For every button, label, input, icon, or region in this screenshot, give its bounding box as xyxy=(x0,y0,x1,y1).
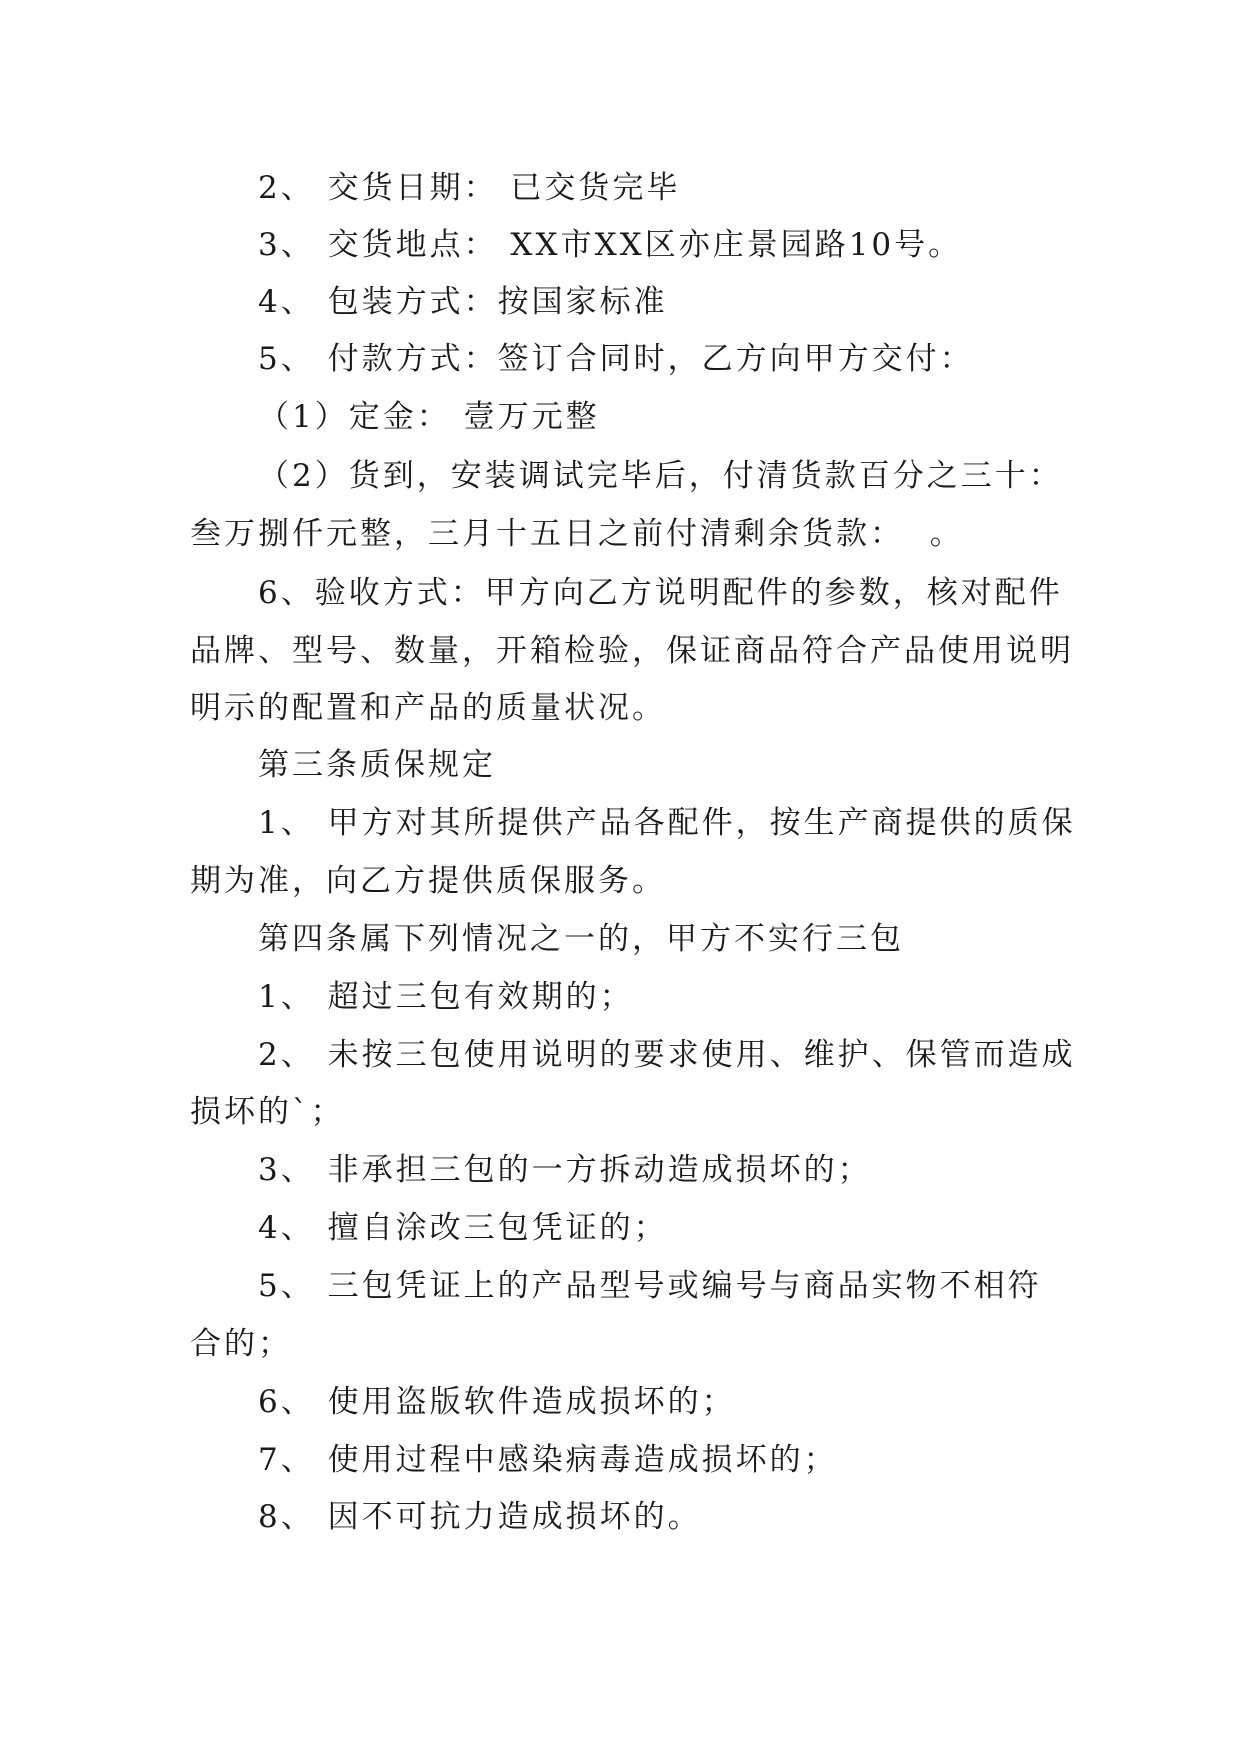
text-line: 4、 擅自涂改三包凭证的； xyxy=(258,1210,668,1246)
section-heading: 第四条属下列情况之一的，甲方不实行三包 xyxy=(258,921,904,957)
text-line: （2）货到，安装调试完毕后，付清货款百分之三十： xyxy=(258,458,1063,494)
text-line: 1、 超过三包有效期的； xyxy=(258,979,634,1015)
text-line: 2、 交货日期： 已交货完毕 xyxy=(258,170,681,206)
text-line: 6、验收方式：甲方向乙方说明配件的参数，核对配件 xyxy=(258,575,1063,611)
text-line: 5、 付款方式：签订合同时，乙方向甲方交付： xyxy=(258,341,974,377)
text-line: 合的； xyxy=(190,1326,292,1362)
text-line: 明示的配置和产品的质量状况。 xyxy=(190,690,666,726)
text-line: 叁万捌仟元整，三月十五日之前付清剩余货款： 。 xyxy=(190,516,964,552)
text-line: 1、 甲方对其所提供产品各配件，按生产商提供的质保 xyxy=(258,805,1076,841)
text-line: 损坏的`； xyxy=(190,1094,345,1130)
text-line: 8、 因不可抗力造成损坏的。 xyxy=(258,1499,702,1535)
text-line: （1）定金： 壹万元整 xyxy=(258,399,600,435)
text-line: 2、 未按三包使用说明的要求使用、维护、保管而造成 xyxy=(258,1037,1076,1073)
section-heading: 第三条质保规定 xyxy=(258,747,496,783)
text-line: 3、 交货地点： XX市XX区亦庄景园路10号。 xyxy=(258,227,963,263)
text-line: 期为准，向乙方提供质保服务。 xyxy=(190,863,666,899)
text-line: 5、 三包凭证上的产品型号或编号与商品实物不相符 xyxy=(258,1268,1042,1304)
text-line: 3、 非承担三包的一方拆动造成损坏的； xyxy=(258,1152,872,1188)
text-line: 品牌、型号、数量，开箱检验，保证商品符合产品使用说明 xyxy=(190,633,1074,669)
text-line: 7、 使用过程中感染病毒造成损坏的； xyxy=(258,1442,838,1478)
text-line: 4、 包装方式：按国家标准 xyxy=(258,284,668,320)
text-line: 6、 使用盗版软件造成损坏的； xyxy=(258,1384,736,1420)
